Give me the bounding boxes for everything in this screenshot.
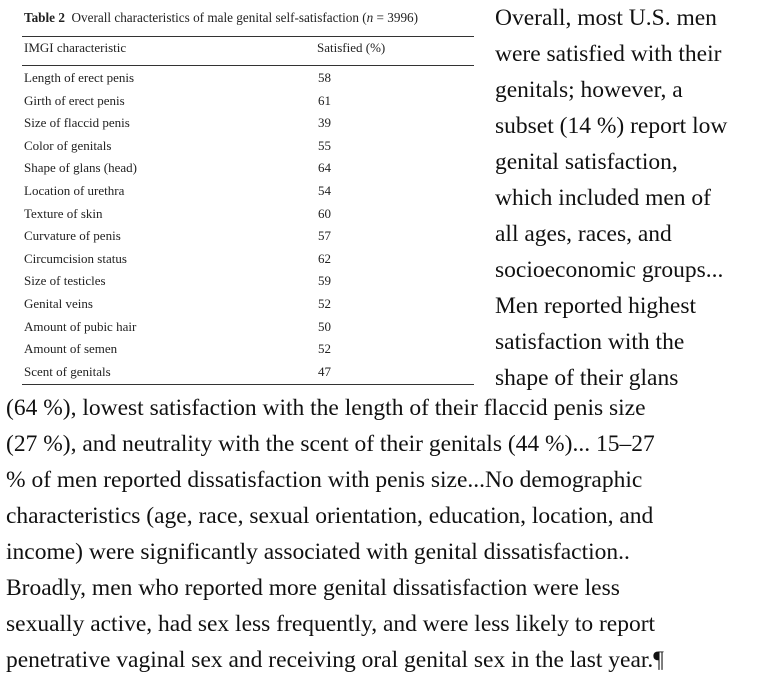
side-text-line: genital satisfaction,	[495, 149, 678, 175]
characteristic-cell: Texture of skin	[24, 205, 103, 221]
side-text-line: were satisfied with their	[495, 41, 722, 67]
satisfied-percent-cell: 52	[318, 295, 331, 311]
characteristic-cell: Length of erect penis	[24, 70, 135, 85]
table-bottom-rule	[22, 384, 474, 385]
bottom-paragraph	[6, 390, 765, 678]
side-text-line: subset (14 %) report low	[495, 113, 728, 139]
satisfied-percent-cell: 60	[318, 205, 331, 221]
bottom-text-line: (64 %), lowest satisfaction with the length of their flaccid penis size	[6, 395, 646, 421]
satisfied-percent-cell: 50	[318, 318, 331, 334]
characteristic-cell: Circumcision status	[24, 250, 127, 266]
side-text-line: all ages, races, and	[495, 221, 672, 247]
bottom-text-line: characteristics (age, race, sexual orientation, education, location, and	[6, 503, 654, 529]
column-header-satisfied: Satisfied (%)	[317, 40, 386, 55]
characteristic-cell: Scent of genitals	[24, 363, 111, 379]
side-text-line: socioeconomic groups...	[495, 257, 724, 283]
side-text-line: genitals; however, a	[495, 77, 683, 103]
table-row	[22, 249, 474, 272]
satisfied-percent-cell: 58	[318, 70, 331, 85]
table-body	[22, 68, 474, 384]
side-text-line: Men reported highest	[495, 293, 697, 319]
satisfied-percent-cell: 57	[318, 228, 331, 244]
table-row	[22, 113, 474, 136]
table-row	[22, 158, 474, 181]
side-paragraph	[495, 0, 765, 396]
characteristic-cell: Amount of semen	[24, 341, 118, 357]
satisfied-percent-cell: 55	[318, 137, 331, 153]
satisfied-percent-cell: 62	[318, 250, 331, 266]
table-row	[22, 317, 474, 340]
table-caption-count: = 3996)	[373, 10, 419, 25]
table-row	[22, 91, 474, 114]
table-header-rule	[22, 65, 474, 66]
table-row	[22, 294, 474, 317]
table-top-rule	[22, 36, 474, 37]
satisfied-percent-cell: 39	[318, 115, 331, 131]
satisfied-percent-cell: 59	[318, 273, 331, 289]
column-header-characteristic: IMGI characteristic	[24, 40, 127, 55]
table-row	[22, 226, 474, 249]
satisfied-percent-cell: 54	[318, 182, 331, 198]
characteristic-cell: Shape of glans (head)	[24, 160, 137, 176]
table-caption-n: n	[366, 10, 374, 25]
side-text-line: satisfaction with the	[495, 329, 685, 355]
table-row	[22, 271, 474, 294]
characteristic-cell: Girth of erect penis	[24, 92, 125, 108]
table-row	[22, 339, 474, 362]
satisfied-percent-cell: 61	[318, 92, 331, 108]
table-row	[22, 68, 474, 91]
characteristic-cell: Genital veins	[24, 295, 93, 311]
satisfaction-table	[22, 8, 474, 386]
bottom-text-line: (27 %), and neutrality with the scent of their genitals (44 %)... 15–27	[6, 431, 655, 457]
side-text-line: shape of their glans	[495, 365, 679, 391]
bottom-text-line: income) were significantly associated with genital dissatisfaction..	[6, 539, 630, 565]
bottom-text-line: penetrative vaginal sex and receiving oral genital sex in the last year.¶	[6, 647, 664, 673]
table-caption	[24, 10, 418, 26]
characteristic-cell: Size of flaccid penis	[24, 115, 130, 131]
bottom-text-line: sexually active, had sex less frequently, and were less likely to report	[6, 611, 656, 637]
characteristic-cell: Amount of pubic hair	[24, 318, 137, 334]
satisfied-percent-cell: 47	[318, 363, 331, 379]
characteristic-cell: Color of genitals	[24, 137, 112, 153]
table-row	[22, 204, 474, 227]
side-text-line: Overall, most U.S. men	[495, 5, 717, 31]
characteristic-cell: Location of urethra	[24, 182, 125, 198]
bottom-text-line: % of men reported dissatisfaction with penis size...No demographic	[6, 467, 643, 493]
satisfied-percent-cell: 64	[318, 160, 331, 176]
table-number: Table 2	[24, 10, 65, 25]
characteristic-cell: Curvature of penis	[24, 228, 121, 244]
table-row	[22, 362, 474, 385]
characteristic-cell: Size of testicles	[24, 273, 106, 289]
table-row	[22, 136, 474, 159]
satisfied-percent-cell: 52	[318, 341, 331, 357]
side-text-line: which included men of	[495, 185, 712, 211]
bottom-text-line: Broadly, men who reported more genital dissatisfaction were less	[6, 575, 620, 601]
table-row	[22, 181, 474, 204]
table-caption-text: Overall characteristics of male genital self-satisfaction (	[71, 10, 367, 25]
